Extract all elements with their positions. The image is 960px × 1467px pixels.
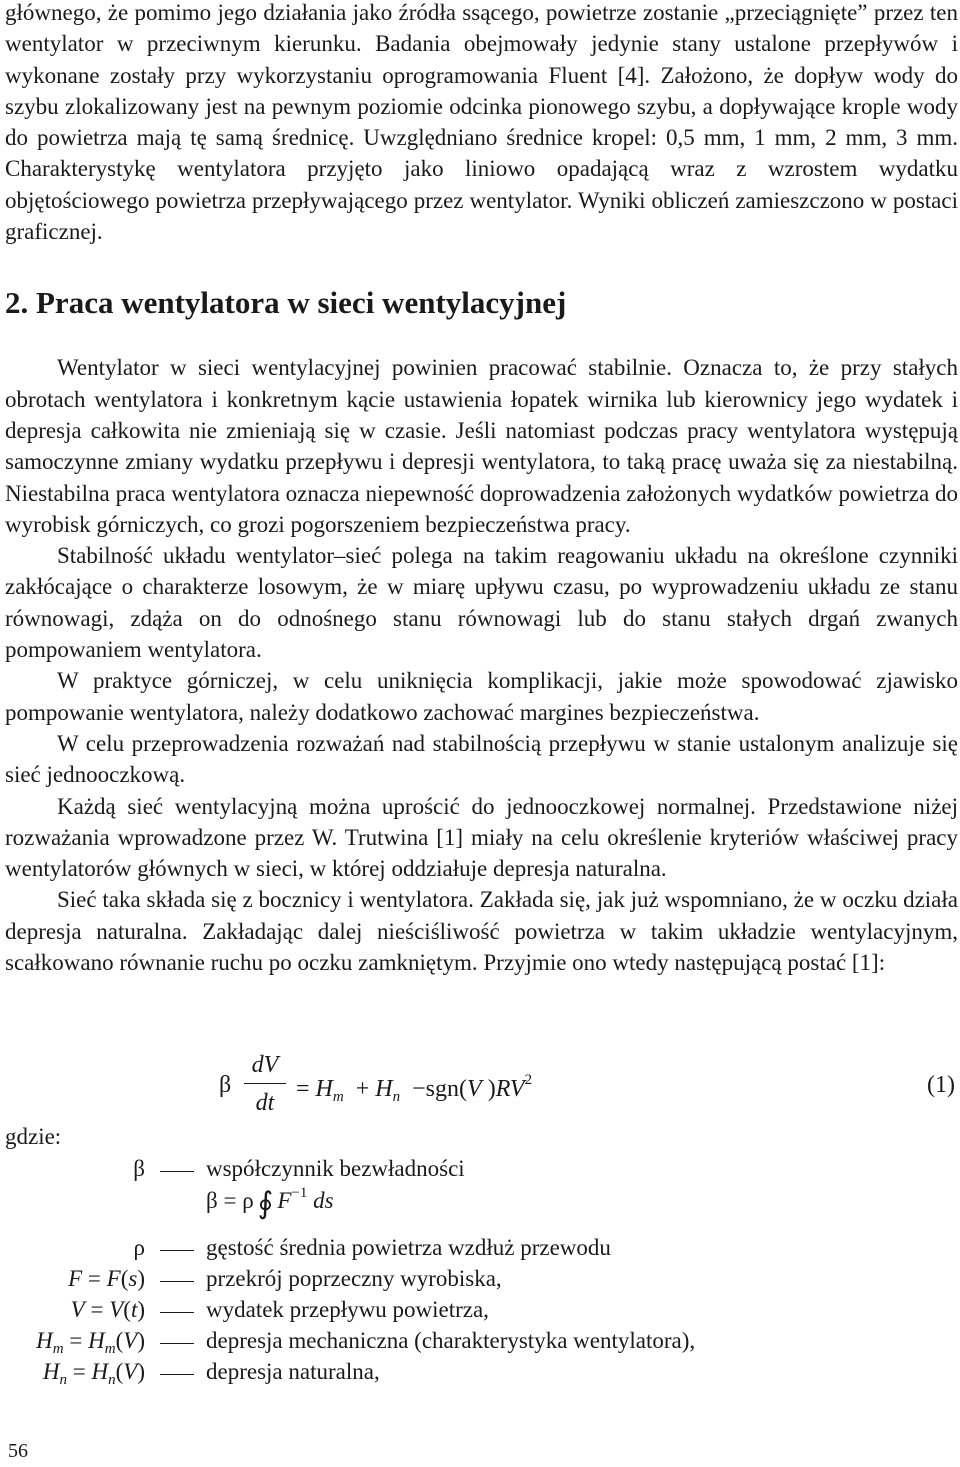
paragraph-stability-intro: Wentylator w sieci wentylacyjnej powinien pracować stabilnie. Oznacza to, że przy stałych obrotach wentylatora i konkretnym kącie ustawienia łopatek wirnika lub kierownicy jego wydatek i depresja całkowita nie zmieniają się w czasie. Jeśli natomiast podczas pracy wentylatora występują samoczynne zmiany wydatku przepływu i depresji wentylatora, to taką pracę uważa się za niestabilną. Niestabilna praca wentylatora oznacza niepewność doprowadzenia założonych wydatków powietrza do wyrobisk górniczych, co grozi pogorszeniem bezpieczeństwa pracy.	[5, 355, 958, 537]
beta-formula: β = ρ ∮ $F^{-1}$ ds	[206, 1185, 334, 1220]
page-content	[5, 0, 958, 978]
definition-text: depresja naturalna,	[206, 1359, 380, 1384]
definition-rho	[0, 1235, 955, 1266]
contour-integral-icon: ∮	[257, 1187, 274, 1220]
definition-dash	[160, 1343, 194, 1344]
paragraph-trutwin: Każdą sieć wentylacyjną można uprościć do jednooczkowej normalnej. Przedstawione niżej rozważania wprowadzone przez W. Trutwina [1] miały na celu określenie kryteriów właściwej pracy wentylatorów głównych w sieci, w której oddziałuje depresja naturalna.	[5, 793, 958, 882]
definition-text: gęstość średnia powietrza wzdłuż przewodu	[206, 1235, 611, 1260]
definition-text: współczynnik bezwładności	[206, 1156, 465, 1181]
definition-dash	[160, 1171, 194, 1172]
definition-flow-rate	[0, 1297, 955, 1328]
paragraph-single-loop: W celu przeprowadzenia rozważań nad stabilnością przepływu w stanie ustalonym analizuje się sieć jednooczkową.	[5, 730, 958, 788]
definition-dash	[160, 1312, 194, 1313]
definition-dash	[160, 1281, 194, 1282]
equation-1	[0, 1050, 955, 1130]
paragraph-stability-definition: Stabilność układu wentylator–sieć polega na takim reagowaniu układu na określone czynniki zakłócające o charakterze losowym, że w miarę upływu czasu, po wyprowadzeniu układu ze stanu równowagi, zdąża on do odnośnego stanu równowagi lub do stanu stałych drgań zwanych pompowaniem wentylatora.	[5, 543, 958, 663]
paragraph-mining-practice: W praktyce górniczej, w celu uniknięcia komplikacji, jakie może spowodować zjawisko pompowanie wentylatora, należy dodatkowo zachować margines bezpieczeństwa.	[5, 668, 958, 725]
where-label: gdzie:	[5, 1124, 62, 1149]
definition-beta	[0, 1156, 955, 1187]
definition-symbol: ρ	[133, 1235, 145, 1260]
definition-text: wydatek przepływu powietrza,	[206, 1297, 489, 1322]
eq-right-hand-side: = $H_m + H_n -sgn(V$ )$RV^2$	[296, 1072, 533, 1105]
definition-text: depresja mechaniczna (charakterystyka wentylatora),	[206, 1328, 696, 1353]
paragraph-intro: głównego, że pomimo jego działania jako źródła ssącego, powietrze zostanie „przeciągnięte” przez ten wentylator w przeciwnym kierunku. Badania obejmowały jedynie stany ustalone przepływów i wykonane zostały przy wykorzystaniu oprogramowania Fluent [4]. Założono, że dopływ wody do szybu zlokalizowany jest na pewnym poziomie odcinka pionowego szybu, a dopływające krople wody do powietrza mają tę samą średnicę. Uwzględniano średnice kropel: 0,5 mm, 1 mm, 2 mm, 3 mm. Charakterystykę wentylatora przyjęto jako liniowo opadającą wraz z wzrostem wydatku objętościowego powietrza przepływającego przez wentylator. Wyniki obliczeń zamieszczono w postaci graficznej.	[5, 0, 958, 245]
definition-text: przekrój poprzeczny wyrobiska,	[206, 1266, 502, 1291]
paragraph-equation-intro: Sieć taka składa się z bocznicy i wentylatora. Zakłada się, jak już wspomniano, że w oczku działa depresja naturalna. Zakładając dalej nieściśliwość powietrza w takim układzie wentylacyjnym, scałkowano równanie ruchu po oczku zamkniętym. Przyjmie ono wtedy następującą postać [1]:	[5, 887, 958, 976]
definition-natural-pressure	[0, 1359, 955, 1390]
definition-symbol: F = F(s)	[68, 1266, 145, 1291]
eq-numerator: dV	[251, 1052, 279, 1078]
eq-fraction-bar	[244, 1083, 286, 1084]
definition-dash	[160, 1374, 194, 1375]
page-number: 56	[8, 1440, 28, 1462]
definition-symbol: $H_n = H_n(V)$	[42, 1359, 145, 1388]
eq-derivative-fraction	[244, 1050, 286, 1118]
definition-mechanical-pressure	[0, 1328, 955, 1359]
eq-beta-symbol: β	[219, 1072, 232, 1098]
equation-number: (1)	[927, 1072, 955, 1098]
section-heading: 2. Praca wentylatora w sieci wentylacyjnej	[5, 285, 567, 321]
definition-symbol: V = V(t)	[70, 1297, 145, 1322]
definition-symbol: β	[133, 1156, 145, 1181]
definition-cross-section	[0, 1266, 955, 1297]
eq-denominator: dt	[255, 1090, 275, 1116]
definition-dash	[160, 1250, 194, 1251]
definition-symbol: $H_m = H_m(V)$	[36, 1328, 145, 1357]
